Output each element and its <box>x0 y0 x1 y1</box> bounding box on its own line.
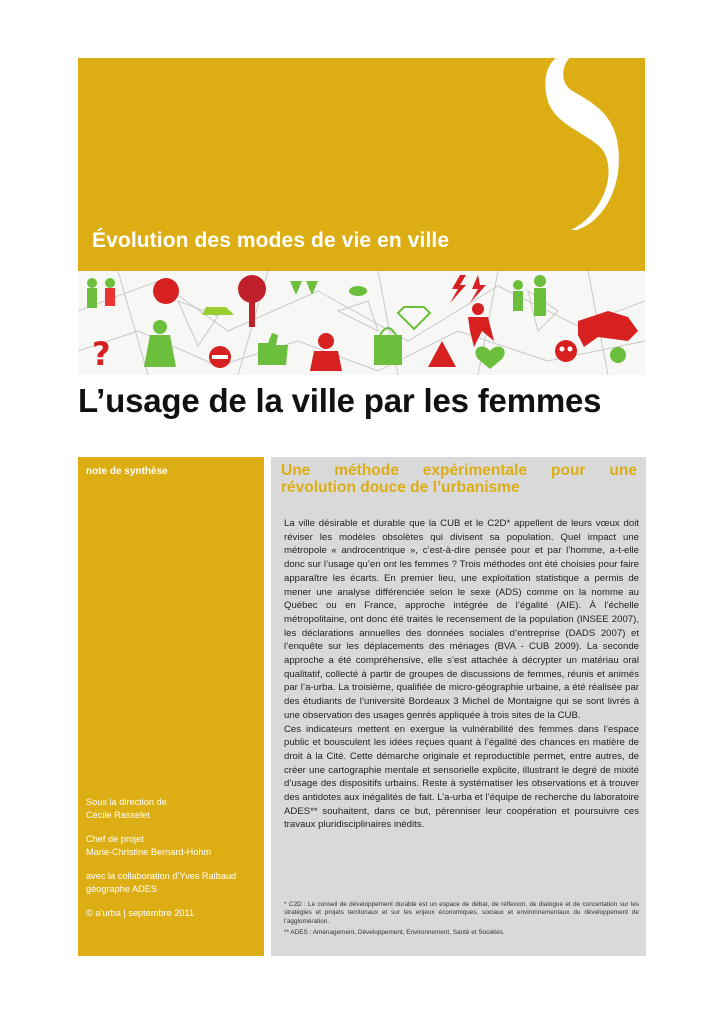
article-body <box>284 517 639 832</box>
document-type-label: note de synthèse <box>86 466 168 477</box>
lightning-icon <box>450 275 486 303</box>
no-entry-icon <box>209 346 231 368</box>
tree-icon <box>238 275 266 327</box>
shoe-icon <box>202 307 234 315</box>
thumbs-up-icon <box>258 333 288 365</box>
article-paragraph: La ville désirable et durable que la CUB et le C2D* appellent de leurs vœux doit réviser les modèles obsolètes qui divisent sa population. Quel impact une métropole « androcentrique », c’est-à-dire pensée pour et par l’homme, a-t-elle donc sur l’usage qu’en ont les femmes ? Trois méthodes ont été choisies pour faire apparaître les écarts. En premier lieu, une exploitation statistique a permis de mener une analyse différenciée selon le sexe (ADS) comme on la nomme au Québec ou en France, approche intégrée de l’égalité (AIE). À l’échelle métropolitaine, ont donc été traités le recensement de la population (INSEE 2007), les déclarations annuelles des données sociales d’entreprise (DADS 2007) et l’enquête sur les déplacements des ménages (BVA - CUB 2009). La seconde approche a été compréhensive, elle s’est attachée à décrypter un matériau oral qualitatif, collecté à partir de groupes de discussions de femmes, réunis et animés par l’a-urba. La troisième, qualifiée de micro-géographie urbaine, a été réalisée par des étudiants de l’université Bordeaux 3 Michel de Montaigne qui se sont livrés à une observation des usages genrés appliquée à trois sites de la CUB. <box>284 518 639 721</box>
devil-icon <box>310 333 342 371</box>
girl-icon <box>144 320 176 367</box>
city-sketch-illustration <box>78 271 645 375</box>
sidebar <box>78 457 264 956</box>
warning-sign-icon <box>428 341 456 367</box>
credits <box>86 796 236 920</box>
footnotes <box>284 901 639 941</box>
diamond-icon <box>398 307 430 329</box>
credit-direction: Sous la direction de Cécile Rasselet <box>86 797 167 820</box>
footnote: * C2D : Le conseil de développement durable est un espace de débat, de réflexion, de dialogue et de concertation sur les stratégies et projets territoriaux et sur les enjeux économiques, sociaux et environnementaux du développement de l’agglomération. <box>284 901 639 925</box>
eye-icon <box>349 286 367 296</box>
skull-icon <box>555 340 577 362</box>
credit-collaboration: avec la collaboration d’Yves Raibaud géographe ADES <box>86 871 237 894</box>
comma-logo-icon <box>541 50 619 230</box>
article-heading: Une méthode expérimentale pour une révolution douce de l’urbanisme <box>281 462 637 496</box>
footnote: ** ADES : Aménagement, Développement, Environnement, Santé et Sociétés. <box>284 929 505 937</box>
monster-mask-icon <box>153 278 179 304</box>
illustration-strip <box>78 271 645 375</box>
article-paragraph: Ces indicateurs mettent en exergue la vulnérabilité des femmes dans l’espace public et bousculent les idées reçues quant à l’égalité des chances en matière de droit à la Cité. Cette démarche originale et reproductible permet, entre autres, de créer une cartographie mentale et sensorielle explicite, illustrant le degré de mixité d’usage des dispositifs urbains. Reste à systématiser les observations et à trouver des antidotes aux inégalités de fait. L’a-urba et l’équipe de recherche du laboratoire ADES** souhaitent, dans ce but, pérenniser leur coopération et poursuivre ces travaux pluridisciplinaires inédits. <box>284 723 639 831</box>
wolf-icon <box>578 311 638 347</box>
header-banner <box>78 58 645 271</box>
credit-project-lead: Chef de projet Marie-Christine Bernard-Hohm <box>86 834 212 857</box>
shopping-bag-icon <box>374 328 402 365</box>
figures-icon <box>87 278 115 308</box>
header-subtitle: Évolution des modes de vie en ville <box>92 229 450 252</box>
copyright: © a’urba | septembre 2011 <box>86 908 195 918</box>
question-mark-icon: ? <box>92 335 111 373</box>
article-panel <box>271 457 646 956</box>
page-title: L’usage de la ville par les femmes <box>78 382 602 419</box>
